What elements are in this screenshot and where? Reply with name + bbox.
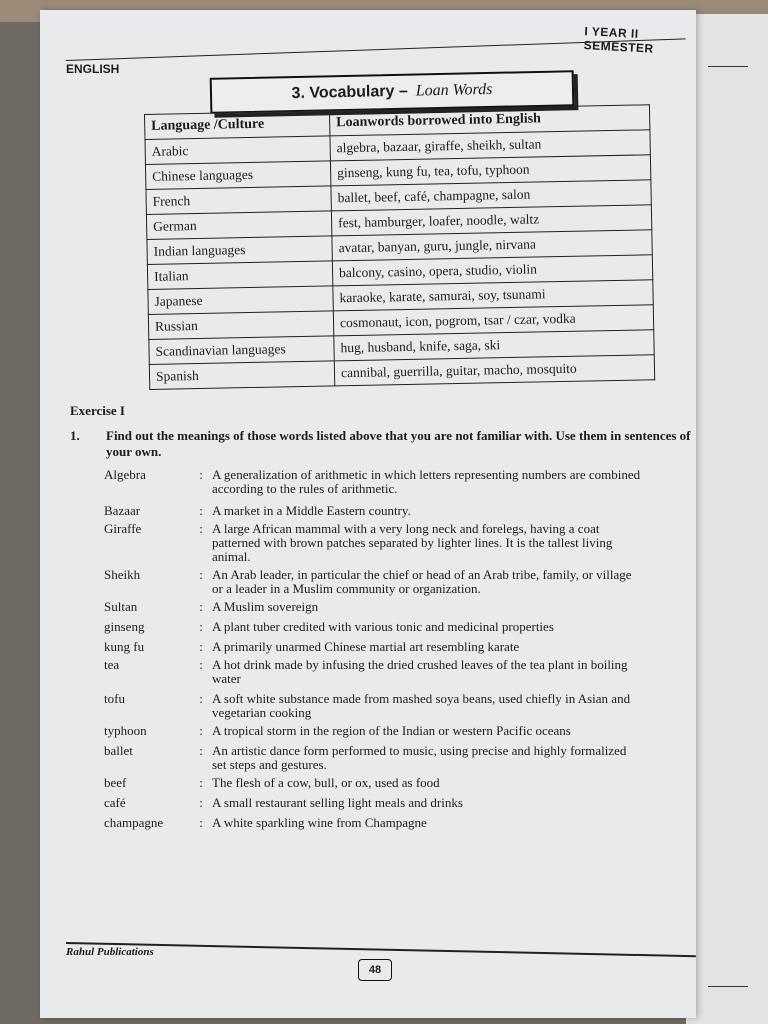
loanwords-cell: cosmonaut, icon, pogrom, tsar / czar, vodka	[333, 305, 653, 336]
section-subtitle: Loan Words	[415, 80, 493, 100]
definition-text: A primarily unarmed Chinese martial art resembling karate	[212, 640, 520, 654]
definition-text: or a leader in a Muslim community or organization.	[212, 582, 481, 596]
definition-term: beef	[104, 775, 127, 790]
definition-text: An Arab leader, in particular the chief or head of an Arab tribe, family, or village	[212, 568, 632, 582]
definition-text: A tropical storm in the region of the Indian or western Pacific oceans	[212, 724, 571, 738]
definition-text: animal.	[212, 550, 251, 564]
definition-separator	[190, 582, 212, 596]
definition-row	[104, 744, 696, 758]
loanwords-cell: balcony, casino, opera, studio, violin	[332, 255, 652, 286]
loanwords-cell: ginseng, kung fu, tea, tofu, typhoon	[330, 155, 650, 186]
definition-row	[104, 550, 696, 564]
definition-row	[104, 536, 696, 550]
loanwords-cell: hug, husband, knife, saga, ski	[334, 330, 654, 361]
language-cell: Chinese languages	[145, 161, 330, 190]
question-number: 1.	[70, 428, 80, 443]
loanwords-cell: algebra, bazaar, giraffe, sheikh, sultan	[330, 130, 650, 161]
definition-term	[104, 706, 190, 720]
definition-text: water	[212, 672, 241, 686]
column-header: Loanwords borrowed into English	[329, 105, 649, 136]
language-cell: French	[146, 186, 331, 215]
definition-text: A white sparkling wine from Champagne	[212, 816, 427, 830]
definition-row	[104, 706, 696, 720]
definition-text: A Muslim sovereign	[212, 600, 319, 614]
language-cell: Indian languages	[147, 236, 332, 265]
book-page	[40, 10, 696, 1018]
definition-separator: :	[199, 775, 203, 790]
definition-separator	[190, 758, 212, 772]
footer-rule	[66, 942, 696, 957]
definition-term: Sheikh	[104, 567, 141, 582]
definition-term: tea	[104, 657, 120, 672]
language-cell: Italian	[147, 261, 332, 290]
loanwords-cell: avatar, banyan, guru, jungle, nirvana	[332, 230, 652, 261]
definition-term: café	[104, 795, 126, 810]
definition-separator	[190, 482, 212, 496]
definition-term: tofu	[104, 691, 125, 706]
definition-row	[104, 816, 696, 830]
loanwords-cell: ballet, beef, café, champagne, salon	[331, 180, 651, 211]
definition-text: according to the rules of arithmetic.	[212, 482, 398, 496]
definition-separator: :	[199, 503, 203, 518]
definition-text: A generalization of arithmetic in which letters representing numbers are combined	[212, 468, 641, 482]
definition-row	[104, 522, 696, 536]
definition-text: patterned with brown patches separated by lighter lines. It is the tallest living	[212, 536, 613, 550]
definition-term: typhoon	[104, 723, 147, 738]
definition-text: A small restaurant selling light meals and drinks	[212, 796, 463, 810]
definition-separator: :	[199, 599, 203, 614]
definition-separator: :	[199, 691, 203, 706]
definition-separator	[190, 550, 212, 564]
definition-row	[104, 482, 696, 496]
adjacent-page	[686, 14, 768, 1024]
definition-term	[104, 758, 190, 772]
definition-separator	[190, 706, 212, 720]
definition-term: Giraffe	[104, 521, 142, 536]
semester-label: I YEAR II SEMESTER	[583, 24, 654, 56]
definition-separator	[190, 536, 212, 550]
definition-row	[104, 582, 696, 596]
definition-text: An artistic dance form performed to music, using precise and highly formalized	[212, 744, 627, 758]
section-title: 3. Vocabulary –	[291, 82, 408, 103]
definition-text: A market in a Middle Eastern country.	[212, 504, 411, 518]
definition-term: Algebra	[104, 467, 146, 482]
language-cell: Arabic	[145, 136, 330, 165]
loanwords-cell: cannibal, guerrilla, guitar, macho, mosquito	[334, 355, 654, 386]
column-header: Language /Culture	[145, 111, 330, 140]
language-cell: Scandinavian languages	[149, 336, 334, 365]
page-number: 48	[358, 959, 392, 981]
definition-row	[104, 640, 696, 654]
definition-separator	[190, 672, 212, 686]
definition-term	[104, 672, 190, 686]
definition-row	[104, 672, 696, 686]
definition-row	[104, 504, 696, 518]
language-cell: German	[146, 211, 331, 240]
definition-row	[104, 468, 696, 482]
publisher-name: Rahul Publications	[66, 946, 154, 958]
definition-term: ballet	[104, 743, 133, 758]
definition-text: A soft white substance made from mashed soya beans, used chiefly in Asian and	[212, 692, 631, 706]
definition-text: set steps and gestures.	[212, 758, 327, 772]
definition-text: The flesh of a cow, bull, or ox, used as food	[212, 776, 440, 790]
definition-term	[104, 550, 190, 564]
definition-row	[104, 692, 696, 706]
definition-row	[104, 758, 696, 772]
definition-term	[104, 482, 190, 496]
loanwords-table	[144, 104, 655, 390]
definition-row	[104, 600, 696, 614]
definition-separator: :	[199, 567, 203, 582]
definition-text: A large African mammal with a very long neck and forelegs, having a coat	[212, 522, 600, 536]
definition-separator: :	[199, 657, 203, 672]
definition-separator: :	[199, 521, 203, 536]
loanwords-cell: fest, hamburger, loafer, noodle, waltz	[331, 205, 651, 236]
definition-row	[104, 724, 696, 738]
definition-row	[104, 796, 696, 810]
definition-separator: :	[199, 639, 203, 654]
language-cell: Japanese	[148, 286, 333, 315]
definition-term: Sultan	[104, 599, 138, 614]
language-cell: Spanish	[149, 361, 334, 390]
definition-row	[104, 658, 696, 672]
definition-term: kung fu	[104, 639, 145, 654]
definition-term	[104, 582, 190, 596]
subject-label: ENGLISH	[66, 62, 120, 76]
loanwords-cell: karaoke, karate, samurai, soy, tsunami	[333, 280, 653, 311]
table-body	[145, 130, 655, 390]
definition-term: Bazaar	[104, 503, 141, 518]
definition-separator: :	[199, 795, 203, 810]
definition-separator: :	[199, 467, 203, 482]
definition-separator: :	[199, 723, 203, 738]
definition-row	[104, 568, 696, 582]
definition-text: A plant tuber credited with various tonic and medicinal properties	[212, 620, 554, 634]
definition-separator: :	[199, 815, 203, 830]
definition-separator: :	[199, 743, 203, 758]
definition-separator: :	[199, 619, 203, 634]
definition-term: champagne	[104, 815, 164, 830]
definition-text: A hot drink made by infusing the dried crushed leaves of the tea plant in boiling	[212, 658, 628, 672]
definition-row	[104, 620, 696, 634]
definition-list	[104, 468, 696, 830]
adjacent-page-rule	[708, 66, 748, 67]
definition-term	[104, 536, 190, 550]
question-text: Find out the meanings of those words listed above that you are not familiar with. Use them in sentences of your own.	[106, 428, 691, 459]
exercise-label: Exercise I	[70, 403, 125, 418]
language-cell: Russian	[148, 311, 333, 340]
definition-row	[104, 776, 696, 790]
definition-text: vegetarian cooking	[212, 706, 312, 720]
adjacent-page-rule	[708, 986, 748, 987]
definition-term: ginseng	[104, 619, 145, 634]
